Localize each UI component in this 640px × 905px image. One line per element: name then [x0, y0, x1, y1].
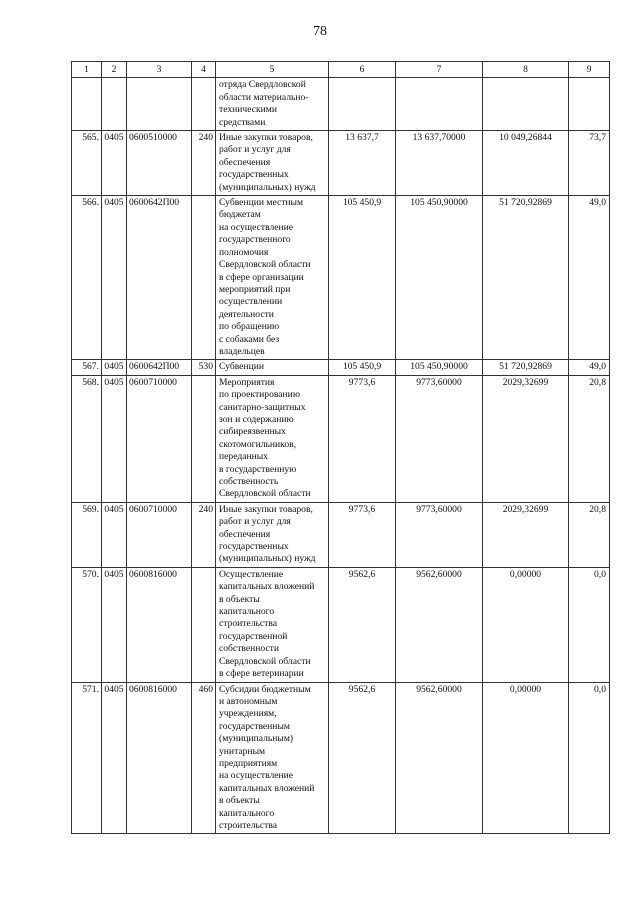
description-line: (муниципальным)	[219, 733, 294, 745]
approved-amount-cell: 9773,60000	[396, 375, 483, 502]
description-line: капитальных вложений	[219, 782, 315, 794]
section-code-cell: 0405	[102, 682, 127, 834]
description-line: в объекты	[219, 593, 260, 605]
approved-amount-cell: 9562,60000	[396, 682, 483, 834]
header-col-4: 4	[192, 62, 216, 78]
expense-type-cell: 240	[192, 502, 216, 567]
executed-amount-cell: 2029,32699	[483, 375, 569, 502]
approved-amount-cell: 105 450,90000	[396, 196, 483, 360]
target-code-cell: 0600642П00	[127, 360, 192, 375]
plan-amount-cell	[329, 78, 396, 131]
description-line: строительства	[219, 618, 278, 630]
section-code-cell: 0405	[102, 196, 127, 360]
expense-type-cell	[192, 196, 216, 360]
target-code-cell: 0600710000	[127, 375, 192, 502]
description-line: строительства	[219, 819, 278, 831]
description-line: государственных	[219, 169, 289, 181]
table-row	[72, 502, 610, 567]
table-row	[72, 375, 610, 502]
description-line: владельцев	[219, 345, 265, 357]
target-code-cell: 0600710000	[127, 502, 192, 567]
description-line: Свердловской области	[219, 655, 311, 667]
table-row	[72, 196, 610, 360]
description-line: с собаками без	[219, 333, 280, 345]
description-line: зон и содержанию	[219, 413, 294, 425]
page-number: 78	[313, 24, 327, 39]
header-col-8: 8	[483, 62, 569, 78]
table-row	[72, 131, 610, 196]
row-number-cell: 567.	[72, 360, 102, 375]
expense-type-cell	[192, 375, 216, 502]
description-line: в сфере ветеринарии	[219, 668, 304, 680]
description-line: государственных	[219, 541, 289, 553]
description-line: капитального	[219, 606, 275, 618]
description-line: переданных	[219, 451, 268, 463]
budget-table	[71, 61, 610, 834]
description-cell	[216, 682, 329, 834]
description-line: капитального	[219, 807, 275, 819]
row-number-cell: 568.	[72, 375, 102, 502]
row-number-cell: 570.	[72, 567, 102, 682]
description-line: Свердловской области	[219, 488, 311, 500]
approved-amount-cell: 13 637,70000	[396, 131, 483, 196]
expense-type-cell	[192, 567, 216, 682]
description-line: собственность	[219, 476, 279, 487]
target-code-cell: 0600510000	[127, 131, 192, 196]
description-cell	[216, 360, 329, 375]
description-line: (муниципальных) нужд	[219, 181, 316, 193]
description-line: Иные закупки товаров,	[219, 132, 313, 144]
description-line: Субвенции местным	[219, 197, 304, 209]
percent-cell: 49,0	[569, 360, 610, 375]
section-code-cell	[102, 78, 127, 131]
description-line: на осуществление	[219, 770, 294, 782]
description-line: государственной	[219, 630, 288, 642]
description-line: средствами	[219, 116, 266, 128]
expense-type-cell: 240	[192, 131, 216, 196]
description-line: области материально-	[219, 91, 309, 103]
section-code-cell: 0405	[102, 131, 127, 196]
description-line: в объекты	[219, 795, 260, 807]
target-code-cell: 0600816000	[127, 567, 192, 682]
header-row	[72, 62, 610, 78]
header-col-3: 3	[127, 62, 192, 78]
header-col-9: 9	[569, 62, 610, 78]
plan-amount-cell: 9773,6	[329, 502, 396, 567]
percent-cell: 0,0	[569, 567, 610, 682]
header-col-2: 2	[102, 62, 127, 78]
executed-amount-cell: 2029,32699	[483, 502, 569, 567]
row-number-cell	[72, 78, 102, 131]
row-number-cell: 571.	[72, 682, 102, 834]
target-code-cell: 0600816000	[127, 682, 192, 834]
executed-amount-cell: 0,00000	[483, 682, 569, 834]
executed-amount-cell	[483, 78, 569, 131]
description-cell	[216, 502, 329, 567]
description-line: предприятиям	[219, 757, 278, 769]
target-code-cell: 0600642П00	[127, 196, 192, 360]
description-line: техническими	[219, 104, 277, 116]
description-line: Осуществление	[219, 568, 284, 580]
description-line: осуществлении	[219, 296, 283, 308]
approved-amount-cell: 9562,60000	[396, 567, 483, 682]
table-row	[72, 78, 610, 131]
description-cell	[216, 375, 329, 502]
plan-amount-cell: 105 450,9	[329, 360, 396, 375]
expense-type-cell: 460	[192, 682, 216, 834]
percent-cell	[569, 78, 610, 131]
description-line: работ и услуг для	[219, 516, 291, 528]
expense-type-cell	[192, 78, 216, 131]
description-line: мероприятий при	[219, 283, 291, 295]
description-line: Свердловской области	[219, 259, 311, 271]
description-line: бюджетам	[219, 209, 261, 221]
executed-amount-cell: 0,00000	[483, 567, 569, 682]
header-col-7: 7	[396, 62, 483, 78]
description-line: сибиреязвенных	[219, 426, 286, 438]
expense-type-cell: 530	[192, 360, 216, 375]
percent-cell: 73,7	[569, 131, 610, 196]
description-line: собственности	[219, 643, 280, 655]
description-line: Субсидии бюджетным	[219, 683, 311, 695]
description-line: и автономным	[219, 695, 278, 707]
plan-amount-cell: 105 450,9	[329, 196, 396, 360]
row-number-cell: 565.	[72, 131, 102, 196]
table-row	[72, 682, 610, 834]
description-line: (муниципальных) нужд	[219, 553, 316, 565]
plan-amount-cell: 13 637,7	[329, 131, 396, 196]
header-col-6: 6	[329, 62, 396, 78]
description-line: отряда Свердловской	[219, 79, 306, 91]
description-line: обеспечения	[219, 156, 271, 168]
description-cell	[216, 196, 329, 360]
target-code-cell	[127, 78, 192, 131]
executed-amount-cell: 51 720,92869	[483, 196, 569, 360]
description-cell	[216, 131, 329, 196]
description-line: капитальных вложений	[219, 581, 315, 593]
description-line: государственного	[219, 234, 291, 246]
plan-amount-cell: 9773,6	[329, 375, 396, 502]
percent-cell: 20,8	[569, 502, 610, 567]
description-line: Мероприятия	[219, 376, 275, 388]
executed-amount-cell: 51 720,92869	[483, 360, 569, 375]
plan-amount-cell: 9562,6	[329, 682, 396, 834]
description-line: по проектированию	[219, 389, 300, 401]
section-code-cell: 0405	[102, 502, 127, 567]
description-line: в сфере организации	[219, 271, 304, 283]
section-code-cell: 0405	[102, 567, 127, 682]
description-line: унитарным	[219, 745, 266, 757]
row-number-cell: 566.	[72, 196, 102, 360]
section-code-cell: 0405	[102, 360, 127, 375]
description-line: полномочия	[219, 246, 269, 258]
executed-amount-cell: 10 049,26844	[483, 131, 569, 196]
percent-cell: 0,0	[569, 682, 610, 834]
percent-cell: 49,0	[569, 196, 610, 360]
description-line: санитарно-защитных	[219, 401, 306, 413]
section-code-cell: 0405	[102, 375, 127, 502]
plan-amount-cell: 9562,6	[329, 567, 396, 682]
description-cell	[216, 78, 329, 131]
approved-amount-cell: 105 450,90000	[396, 360, 483, 375]
description-line: работ и услуг для	[219, 144, 291, 156]
approved-amount-cell: 9773,60000	[396, 502, 483, 567]
table-body	[72, 78, 610, 834]
description-line: деятельности	[219, 308, 274, 320]
row-number-cell: 569.	[72, 502, 102, 567]
description-line: Иные закупки товаров,	[219, 503, 313, 515]
description-cell	[216, 567, 329, 682]
header-col-5: 5	[216, 62, 329, 78]
percent-cell: 20,8	[569, 375, 610, 502]
table-row	[72, 360, 610, 375]
description-line: на осуществление	[219, 221, 294, 233]
description-line: по обращению	[219, 321, 280, 333]
description-line: в государственную	[219, 463, 297, 475]
header-col-1: 1	[72, 62, 102, 78]
description-line: учреждениям,	[219, 708, 277, 720]
description-line: Субвенции	[219, 361, 264, 373]
description-line: скотомогильников,	[219, 438, 297, 450]
description-line: государственным	[219, 720, 290, 732]
table-row	[72, 567, 610, 682]
approved-amount-cell	[396, 78, 483, 131]
description-line: обеспечения	[219, 528, 271, 540]
